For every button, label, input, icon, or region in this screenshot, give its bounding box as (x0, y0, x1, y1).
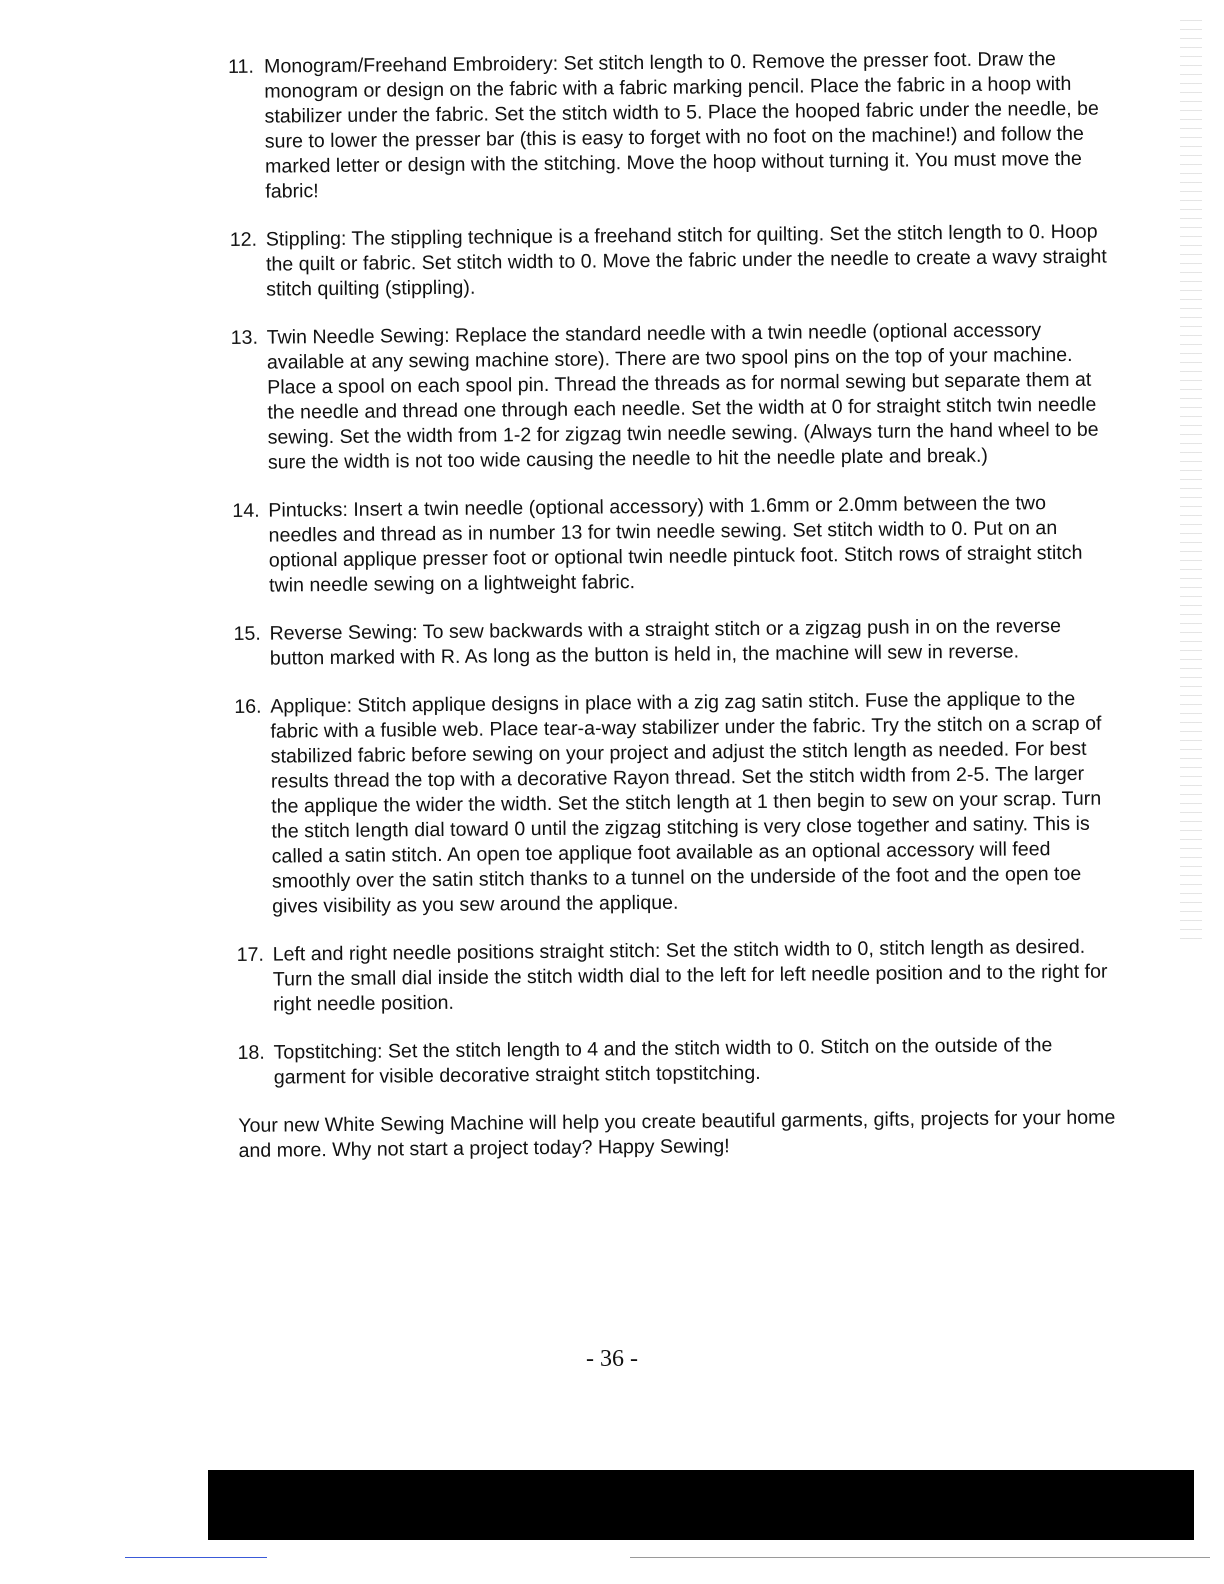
list-item (237, 1033, 1117, 1091)
list-item (232, 491, 1113, 599)
footer-rule-left (125, 1557, 267, 1558)
page-number: - 36 - (586, 1346, 638, 1372)
scan-edge-marks (1180, 20, 1202, 940)
closing-paragraph: Your new White Sewing Machine will help you create beautiful garments, gifts, projects for your home and more. Why not start a project today? Happy Sewing! (238, 1106, 1116, 1162)
instructions-list (228, 47, 1119, 1184)
item-number: 18. (237, 1041, 265, 1064)
item-text: Left and right needle positions straight stitch: Set the stitch width to 0, stitch length as desired. Turn the small dial inside the stitch width dial to the left for left needle position and to the right for right needle position. (272, 935, 1108, 1016)
footer-black-bar (208, 1470, 1194, 1540)
item-number: 13. (230, 326, 259, 349)
item-text: Monogram/Freehand Embroidery: Set stitch length to 0. Remove the presser foot. Draw the monogram or design on the fabric with a fabric marking pencil. Place the fabric in a hoop with stabilizer under the fabric. Set the stitch width to 5. Place the hooped fabric under the needle, be sure to lower the presser bar (this is easy to forget with no foot on the machine!) and follow the marked letter or design with the stitching. Move the hoop without turning it. You must move the fabric! (264, 48, 1100, 203)
list-item (237, 935, 1118, 1018)
item-number: 12. (229, 228, 258, 251)
item-number: 17. (236, 943, 264, 966)
list-item (234, 687, 1116, 920)
item-number: 11. (228, 55, 255, 78)
item-text: Twin Needle Sewing: Replace the standard needle with a twin needle (optional accessory available at any sewing machine store). There are two spool pins on the top of your machine. Place a spool on each spool pin. Thread the threads as for normal sewing but separate them at the needle and thread one through each needle. Set the width at 0 for straight stitch twin needle sewing. Set the width from 1-2 for zigzag twin needle sewing. (Always turn the hand wheel to be sure the width is not too wide causing the needle to hit the needle plate and break.) (266, 319, 1099, 474)
item-text: Stippling: The stippling technique is a freehand stitch for quilting. Set the stitch length to 0. Hoop the quilt or fabric. Set stitch width to 0. Move the fabric under the needle to create a wavy straight stitch quilting (stippling). (265, 220, 1107, 301)
list-item (228, 47, 1109, 205)
item-text: Applique: Stitch applique designs in place with a zig zag satin stitch. Fuse the applique to the fabric with a fusible web. Place tear-a-way stabilizer under the fabric. Try the stitch on a scrap of stabilized fabric before sewing on your project and adjust the stitch length as needed. For best results thread the top with a decorative Rayon thread. Set the stitch width from 2-5. The larger the applique the wider the width. Set the stitch length at 1 then begin to sew on your scrap. Turn the stitch length dial toward 0 until the zigzag stitching is very close together and satiny. This is called a satin stitch. An open toe applique foot available as an optional accessory will feed smoothly over the satin stitch thanks to a tunnel on the underside of the foot and the open toe gives visibility as you sew around the applique. (270, 687, 1102, 918)
list-item (231, 318, 1112, 476)
item-number: 15. (233, 622, 261, 645)
item-number: 14. (232, 499, 260, 522)
item-number: 16. (234, 695, 262, 718)
list-item (230, 220, 1111, 303)
item-text: Pintucks: Insert a twin needle (optional accessory) with 1.6mm or 2.0mm between the two needles and thread as in number 13 for twin needle sewing. Set stitch width to 0. Put on an optional applique presser foot or optional twin needle pintuck foot. Stitch rows of straight stitch twin needle sewing on a lightweight fabric. (268, 492, 1083, 597)
list-item (233, 614, 1113, 672)
footer-rule-right (630, 1557, 1210, 1558)
item-text: Reverse Sewing: To sew backwards with a straight stitch or a zigzag push in on the reverse button marked with R. As long as the button is held in, the machine will sew in reverse. (269, 615, 1062, 670)
item-text: Topstitching: Set the stitch length to 4 and the stitch width to 0. Stitch on the outside of the garment for visible decorative straight stitch topstitching. (273, 1034, 1053, 1089)
